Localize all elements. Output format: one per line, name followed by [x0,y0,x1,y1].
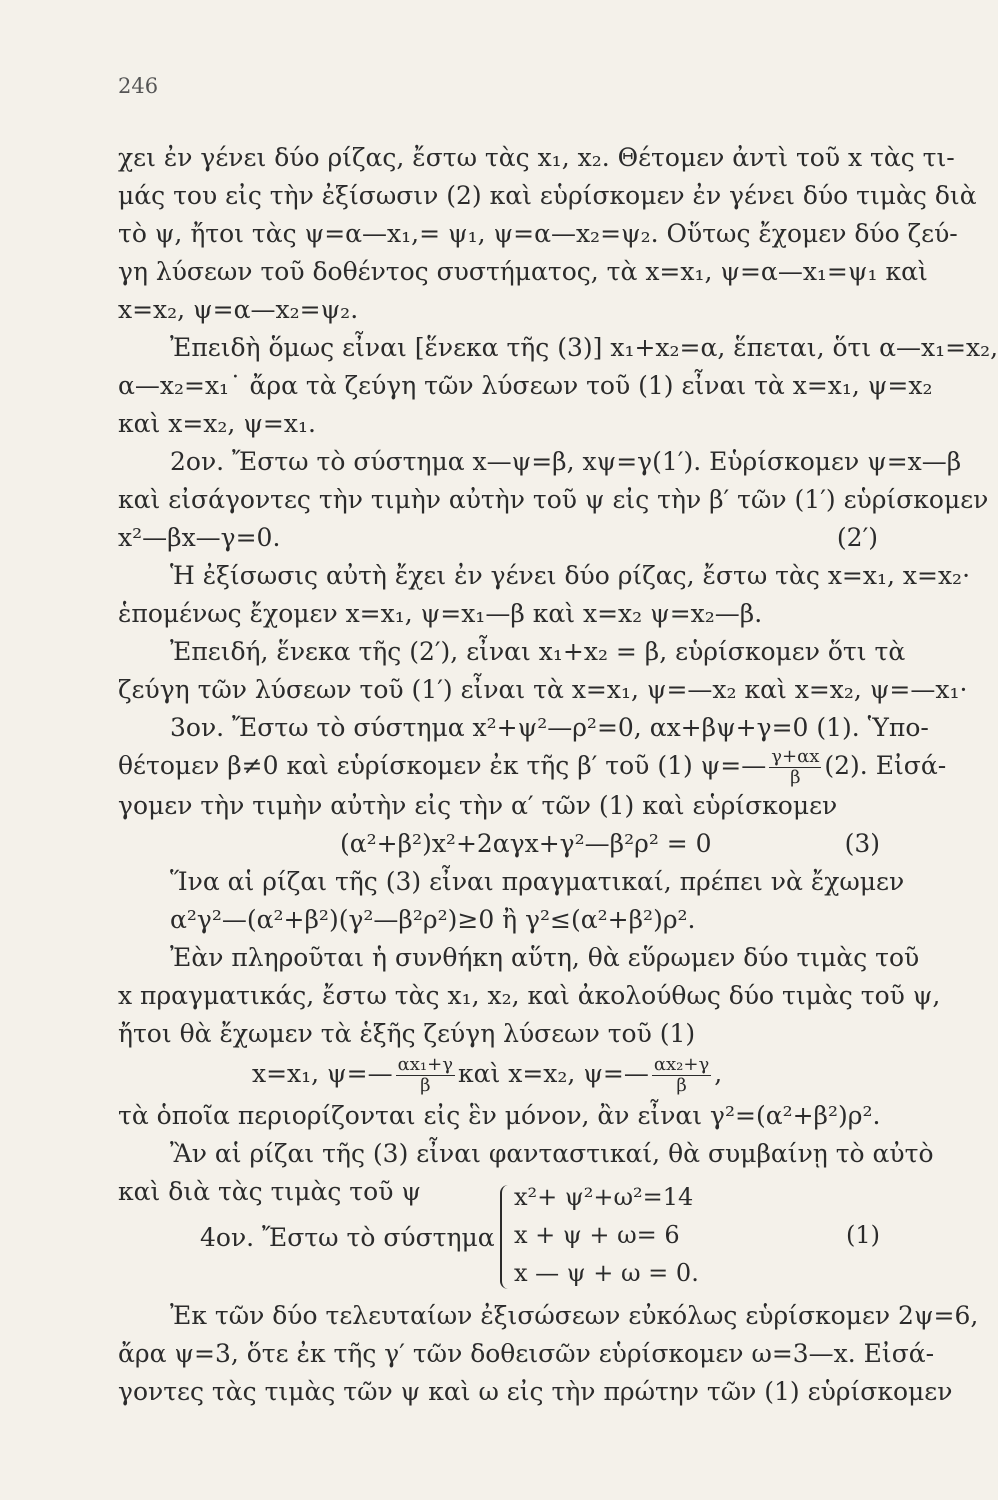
system-equation: x — ψ + ω = 0. [514,1259,699,1287]
text-line: 2ον. Ἔστω τὸ σύστημα x—ψ=β, xψ=γ(1′). Εὑρίσκομεν ψ=x—β [170,447,962,476]
equation-number: (1) [846,1221,880,1249]
text-line: καὶ x=x₂, ψ=x₁. [118,409,316,438]
system-equation: x + ψ + ω= 6 [514,1221,680,1249]
fraction [396,1055,455,1096]
system-equation: x²+ ψ²+ω²=14 [514,1183,694,1211]
solution-line [252,1052,872,1096]
text-line: Ἐπειδή, ἕνεκα τῆς (2′), εἶναι x₁+x₂ = β, εὑρίσκομεν ὅτι τὰ [170,637,906,666]
text-line: Ἡ ἐξίσωσις αὐτὴ ἔχει ἐν γένει δύο ρίζας, ἔστω τὰς x=x₁, x=x₂· [170,561,971,590]
system-label: 4ον. Ἔστω τὸ σύστημα [200,1223,495,1252]
fraction-numerator: γ+αx [771,746,820,767]
text-segment: x=x₁, ψ=— [252,1059,393,1088]
text-line-with-fraction [118,746,947,788]
text-line: καὶ διὰ τὰς τιμὰς τοῦ ψ [118,1177,421,1206]
text-line: γοντες τὰς τιμὰς τῶν ψ καὶ ω εἰς τὴν πρώτην τῶν (1) εὑρίσκομεν [118,1377,953,1406]
text-line: ἄρα ψ=3, ὅτε ἐκ τῆς γ′ τῶν δοθεισῶν εὑρίσκομεν ω=3—x. Εἰσά- [118,1339,935,1368]
equation-line [340,829,880,859]
left-brace [500,1185,510,1289]
text-line: ἤτοι θὰ ἔχωμεν τὰ ἑξῆς ζεύγη λύσεων τοῦ (1) [118,1019,696,1048]
text-line: x=x₂, ψ=α—x₂=ψ₂. [118,295,359,324]
text-line: x πραγματικάς, ἔστω τὰς x₁, x₂, καὶ ἀκολούθως δύο τιμὰς τοῦ ψ, [118,981,941,1010]
text-line: γη λύσεων τοῦ δοθέντος συστήματος, τὰ x=x₁, ψ=α—x₁=ψ₁ καὶ [118,257,928,286]
text-line: Ἂν αἱ ρίζαι τῆς (3) εἶναι φανταστικαί, θὰ συμβαίνῃ τὸ αὐτὸ [170,1139,934,1168]
fraction-numerator: αx₁+γ [397,1054,453,1075]
text-line: Ἵνα αἱ ρίζαι τῆς (3) εἶναι πραγματικαί, πρέπει νὰ ἔχωμεν [170,867,905,896]
text-segment: θέτομεν β≠0 καὶ εὑρίσκομεν ἐκ τῆς β′ τοῦ (1) ψ=— [118,751,767,780]
text-segment: , [714,1059,723,1088]
equation-line [118,523,878,553]
fraction [769,747,821,788]
equation-number: (3) [844,829,880,858]
text-line: μάς του εἰς τὴν ἐξίσωσιν (2) καὶ εὑρίσκομεν ἐν γένει δύο τιμὰς διὰ [118,181,977,210]
fraction [652,1055,711,1096]
fraction-denominator: β [790,767,801,788]
fraction-numerator: αx₂+γ [653,1054,710,1075]
text-line: γομεν τὴν τιμὴν αὐτὴν εἰς τὴν α′ τῶν (1) καὶ εὑρίσκομεν [118,791,838,820]
equation-number: (2′) [836,523,878,552]
equation-line: α²γ²—(α²+β²)(γ²—β²ρ²)≥0 ἢ γ²≤(α²+β²)ρ². [170,905,696,934]
text-line: καὶ εἰσάγοντες τὴν τιμὴν αὐτὴν τοῦ ψ εἰς τὴν β′ τῶν (1′) εὑρίσκομεν [118,485,989,514]
text-line: τὸ ψ, ἤτοι τὰς ψ=α—x₁,= ψ₁, ψ=α—x₂=ψ₂. Οὕτως ἔχομεν δύο ζεύ- [118,219,958,248]
text-line: α—x₂=x₁˙ ἄρα τὰ ζεύγη τῶν λύσεων τοῦ (1) εἶναι τὰ x=x₁, ψ=x₂ [118,371,933,400]
text-line: Ἐπειδὴ ὅμως εἶναι [ἕνεκα τῆς (3)] x₁+x₂=α, ἕπεται, ὅτι α—x₁=x₂, [170,333,998,362]
fraction-denominator: β [420,1075,431,1096]
equation-text: (α²+β²)x²+2αγx+γ²—β²ρ² = 0 [340,829,712,858]
text-line: χει ἐν γένει δύο ρίζας, ἔστω τὰς x₁, x₂. Θέτομεν ἀντὶ τοῦ x τὰς τι- [118,143,955,172]
page-number: 246 [118,74,159,98]
equation-system [500,1183,880,1293]
text-line: 3ον. Ἔστω τὸ σύστημα x²+ψ²—ρ²=0, αx+βψ+γ=0 (1). Ὑπο- [170,713,929,742]
text-line: ζεύγη τῶν λύσεων τοῦ (1′) εἶναι τὰ x=x₁, ψ=—x₂ καὶ x=x₂, ψ=—x₁· [118,675,968,704]
text-line: τὰ ὁποῖα περιορίζονται εἰς ἓν μόνον, ἂν εἶναι γ²=(α²+β²)ρ². [118,1101,881,1130]
fraction-denominator: β [676,1075,687,1096]
text-line: Ἐκ τῶν δύο τελευταίων ἐξισώσεων εὐκόλως εὑρίσκομεν 2ψ=6, [170,1301,979,1330]
equation-text: x²—βx—γ=0. [118,523,281,552]
text-segment: (2). Εἰσά- [824,751,947,780]
text-line: ἑπομένως ἔχομεν x=x₁, ψ=x₁—β καὶ x=x₂ ψ=x₂—β. [118,599,763,628]
text-segment: καὶ x=x₂, ψ=— [458,1059,649,1088]
text-line: Ἐὰν πληροῦται ἡ συνθήκη αὕτη, θὰ εὕρωμεν δύο τιμὰς τοῦ [170,943,920,972]
